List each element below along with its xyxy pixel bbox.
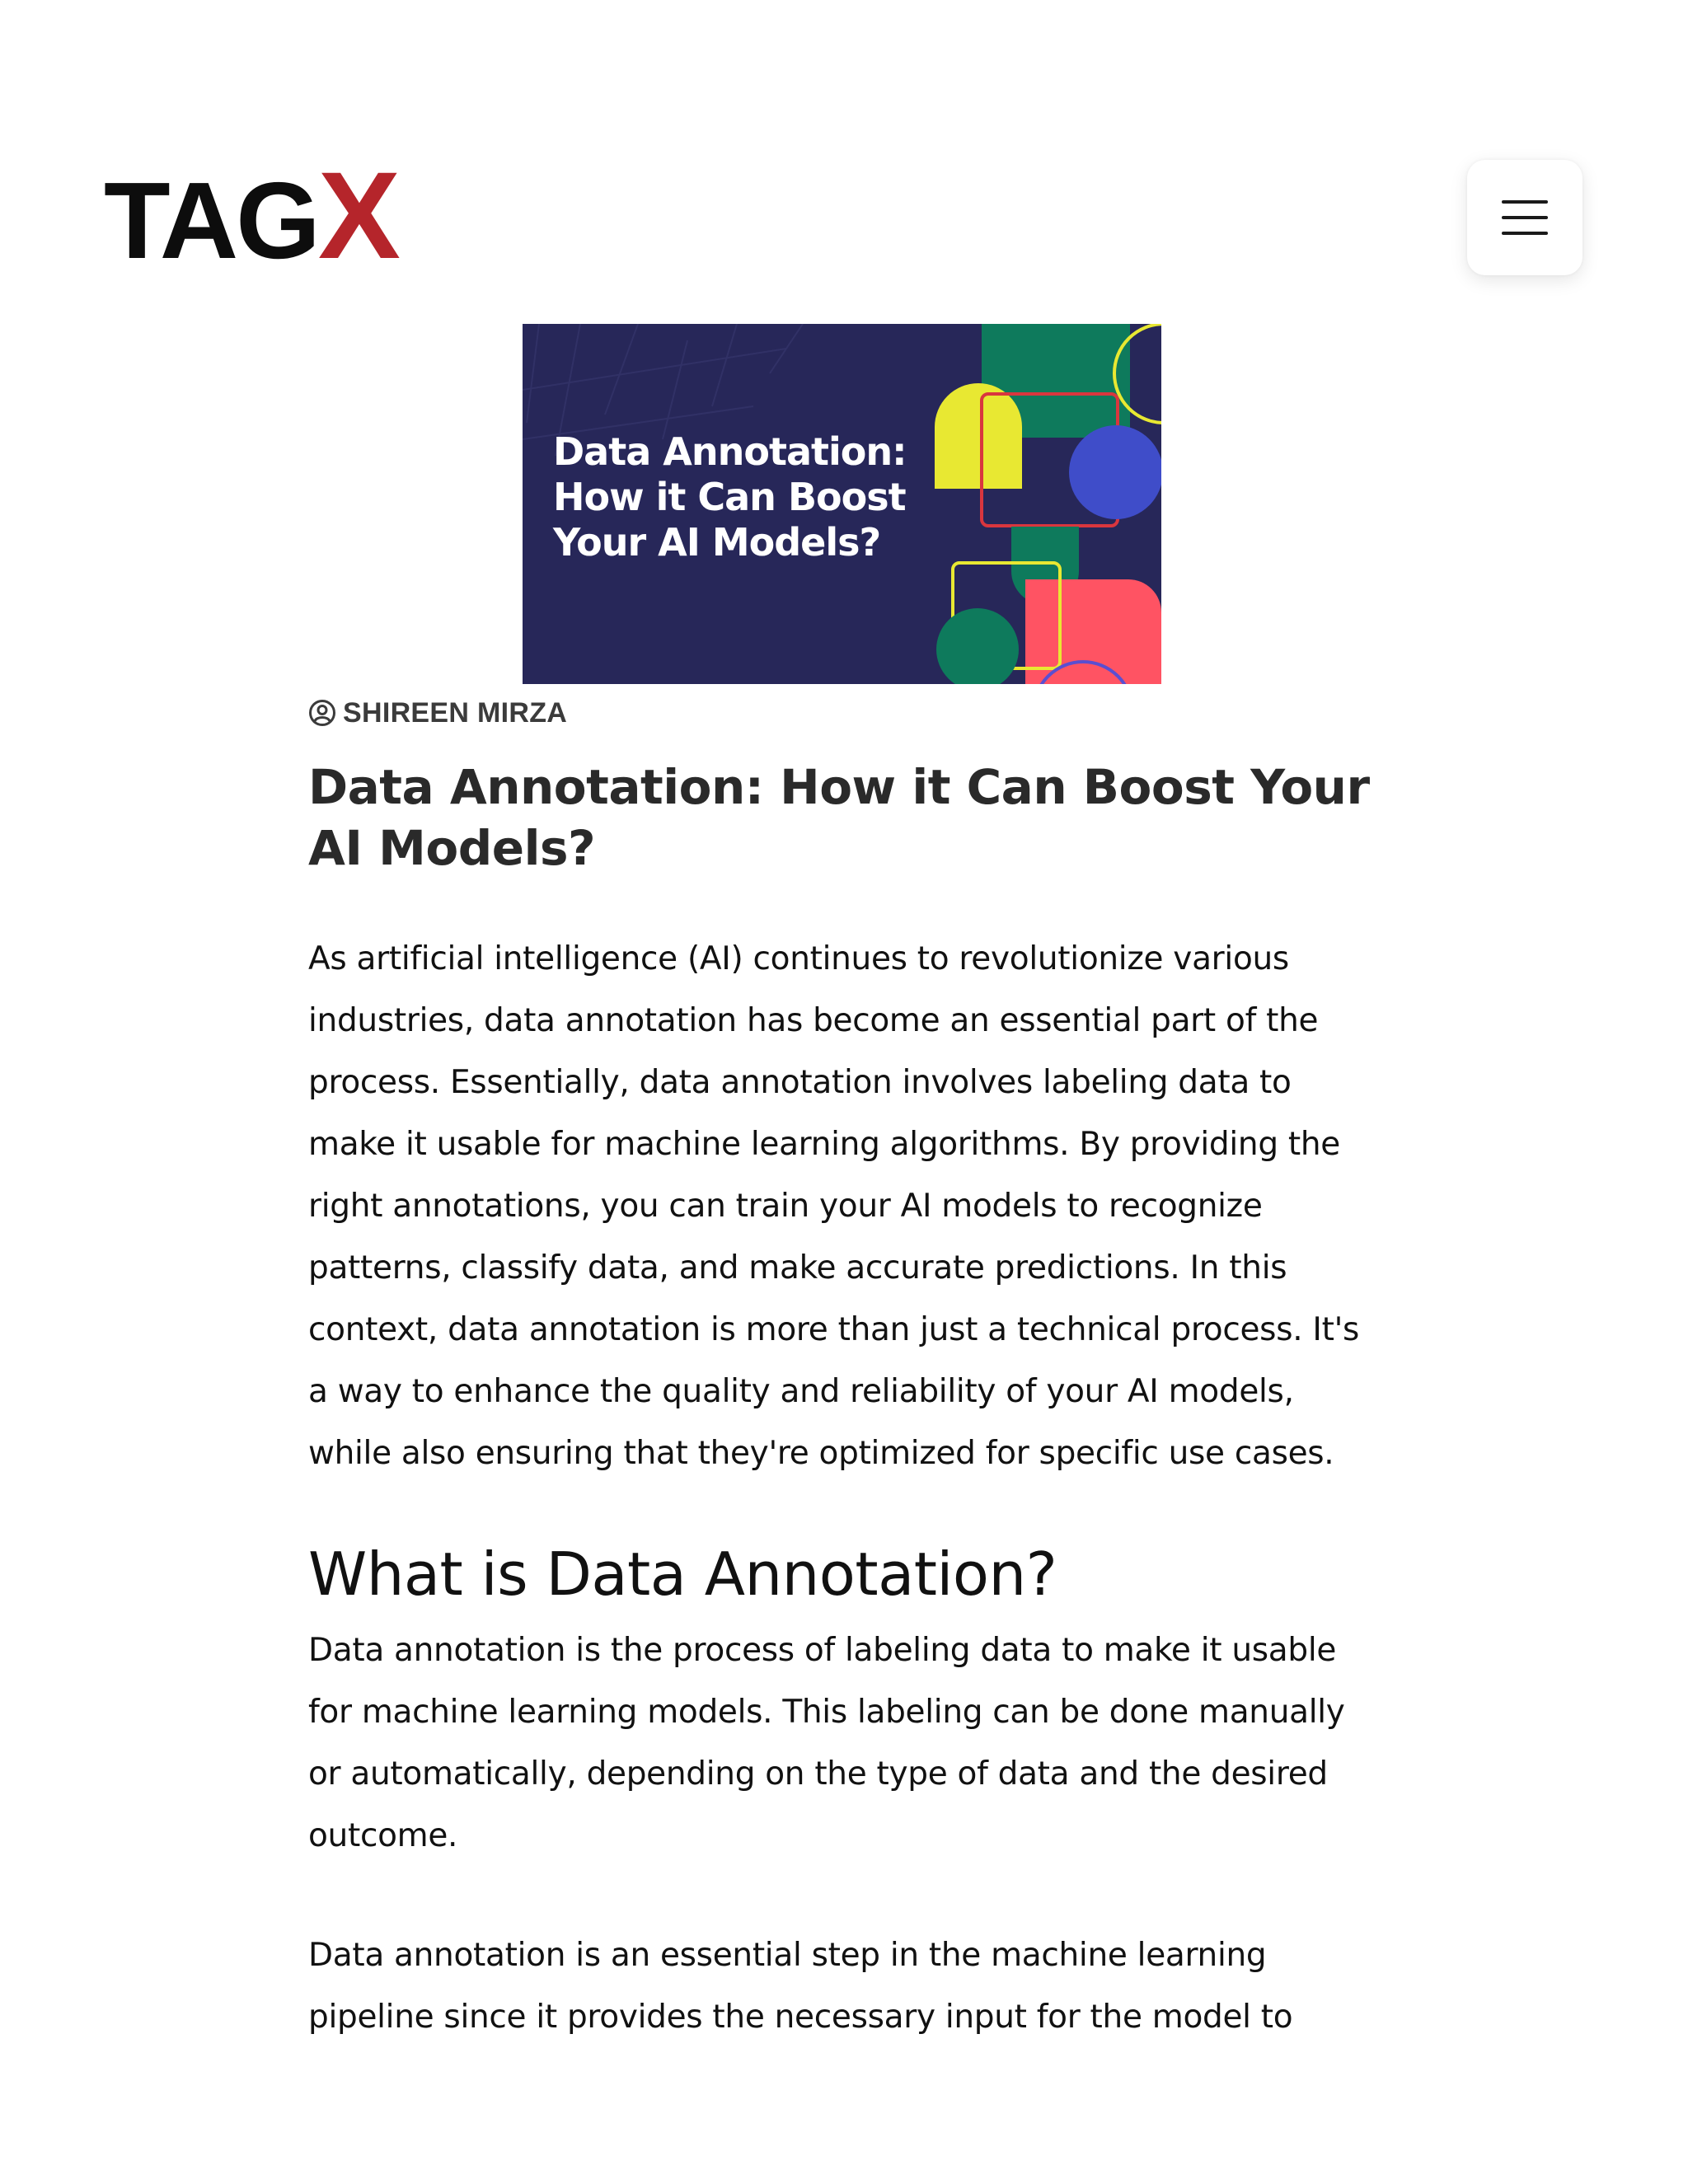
intro-paragraph: As artificial intelligence (AI) continues to revolutionize various industries, data annotation has become an essential part of the process. Essentially, data annotation involves labeling data to make it usable for machine learning algorithms. By providing the right annotations, you can train your AI models to recognize patterns, classify data, and make accurate predictions. In this context, data annotation is more than just a technical process. It's a way to enhance the quality and reliability of your AI models, while also ensuring that they're optimized for specific use cases. bbox=[308, 940, 1360, 1472]
hero-image bbox=[523, 324, 1161, 684]
section-paragraph-1: Data annotation is the process of labeling data to make it usable for machine learning models. This labeling can be done manually or automatically, depending on the type of data and the desired outcome. bbox=[308, 1632, 1345, 1854]
user-circle-icon bbox=[308, 699, 336, 727]
section-paragraph-2: Data annotation is an essential step in the machine learning pipeline since it provides the necessary input for the model to bbox=[308, 1937, 1293, 2036]
hamburger-menu-icon bbox=[1500, 197, 1550, 238]
article-body bbox=[308, 757, 1380, 2048]
yellow-arch-shape bbox=[935, 383, 1022, 489]
author-byline[interactable] bbox=[308, 695, 567, 731]
menu-button[interactable] bbox=[1467, 160, 1582, 275]
blue-circle-shape bbox=[1069, 425, 1161, 519]
logo-accent: X bbox=[317, 146, 398, 284]
green-circle-shape bbox=[936, 608, 1019, 684]
section-heading: What is Data Annotation? bbox=[308, 1540, 1057, 1609]
logo-text: TAG bbox=[104, 160, 318, 281]
post-title: Data Annotation: How it Can Boost Your AI Models? bbox=[308, 759, 1370, 876]
site-header bbox=[0, 0, 1688, 297]
hero-title: Data Annotation: How it Can Boost Your AI Models? bbox=[553, 429, 907, 565]
tagx-logo[interactable] bbox=[104, 146, 398, 284]
author-name: SHIREEN MIRZA bbox=[343, 696, 568, 729]
